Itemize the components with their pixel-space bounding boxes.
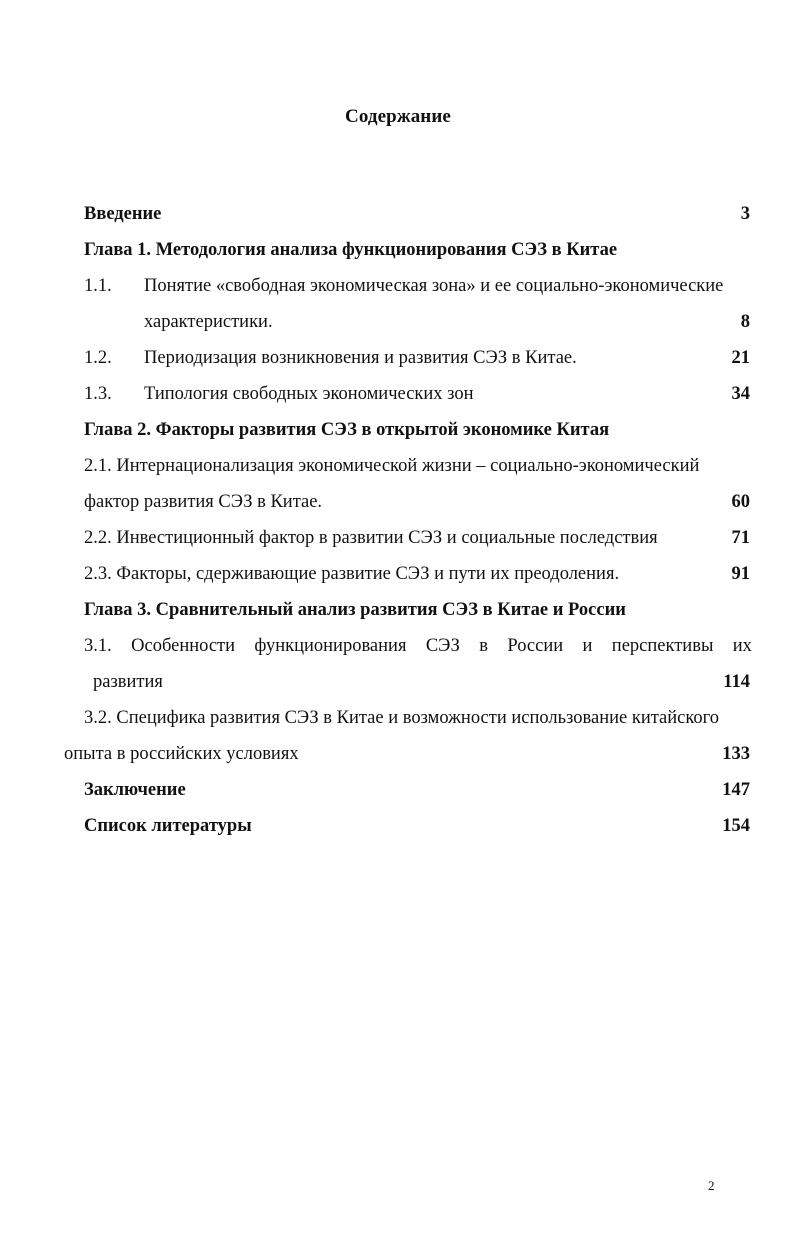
section-1-2-number: 1.2.	[84, 348, 112, 368]
toc-intro-label: Введение	[84, 204, 162, 224]
section-1-1-number: 1.1.	[84, 276, 112, 296]
section-2-3-text: 2.3. Факторы, сдерживающие развитие СЭЗ и пути их преодоления.	[84, 564, 620, 584]
section-1-3-page: 34	[731, 384, 750, 404]
section-1-1-line2: характеристики.	[144, 312, 273, 332]
section-2-3-page: 91	[731, 564, 750, 584]
section-3-1-word: перспективы	[611, 636, 714, 656]
section-3-2-line2: опыта в российских условиях	[64, 744, 299, 764]
section-2-1-line1: 2.1. Интернационализация экономической жизни – социально-экономический	[84, 456, 700, 476]
section-3-1-word: 3.1.	[84, 636, 112, 656]
section-3-2-page: 133	[722, 744, 750, 764]
section-3-1-page: 114	[723, 672, 750, 692]
section-1-2-page: 21	[731, 348, 750, 368]
section-1-1-line1: Понятие «свободная экономическая зона» и ее социально-экономические	[144, 276, 724, 296]
section-3-1-word: их	[732, 636, 752, 656]
section-1-1-page: 8	[740, 312, 750, 332]
page-number: 2	[708, 1178, 715, 1193]
section-3-1-word: в	[479, 636, 488, 656]
section-3-2-line1: 3.2. Специфика развития СЭЗ в Китае и возможности использование китайского	[84, 708, 720, 728]
chapter-1-title: Глава 1. Методология анализа функционирования СЭЗ в Китае	[84, 240, 618, 260]
section-3-1-word: России	[507, 636, 564, 656]
chapter-2-title: Глава 2. Факторы развития СЭЗ в открытой экономике Китая	[84, 420, 610, 440]
section-3-1-line2: развития	[93, 672, 163, 692]
section-3-1-word: Особенности	[131, 636, 236, 656]
section-2-2-text: 2.2. Инвестиционный фактор в развитии СЭЗ и социальные последствия	[84, 528, 658, 548]
section-1-3-text: Типология свободных экономических зон	[144, 384, 474, 404]
section-2-1-page: 60	[731, 492, 750, 512]
toc-references-label: Список литературы	[84, 816, 252, 836]
section-3-1-word: функционирования	[254, 636, 407, 656]
page-title: Содержание	[345, 106, 451, 127]
section-3-1-word: и	[582, 636, 593, 656]
section-1-2-text: Периодизация возникновения и развития СЭЗ в Китае.	[144, 348, 577, 368]
toc-references-page: 154	[722, 816, 750, 836]
toc-conclusion-page: 147	[722, 780, 750, 800]
section-1-3-number: 1.3.	[84, 384, 112, 404]
section-3-1-line1	[84, 634, 752, 658]
section-3-1-word: СЭЗ	[425, 636, 460, 656]
toc-intro-page: 3	[740, 204, 750, 224]
chapter-3-title: Глава 3. Сравнительный анализ развития СЭЗ в Китае и России	[84, 600, 626, 620]
section-2-1-line2: фактор развития СЭЗ в Китае.	[84, 492, 323, 512]
section-2-2-page: 71	[731, 528, 750, 548]
toc-conclusion-label: Заключение	[84, 780, 186, 800]
